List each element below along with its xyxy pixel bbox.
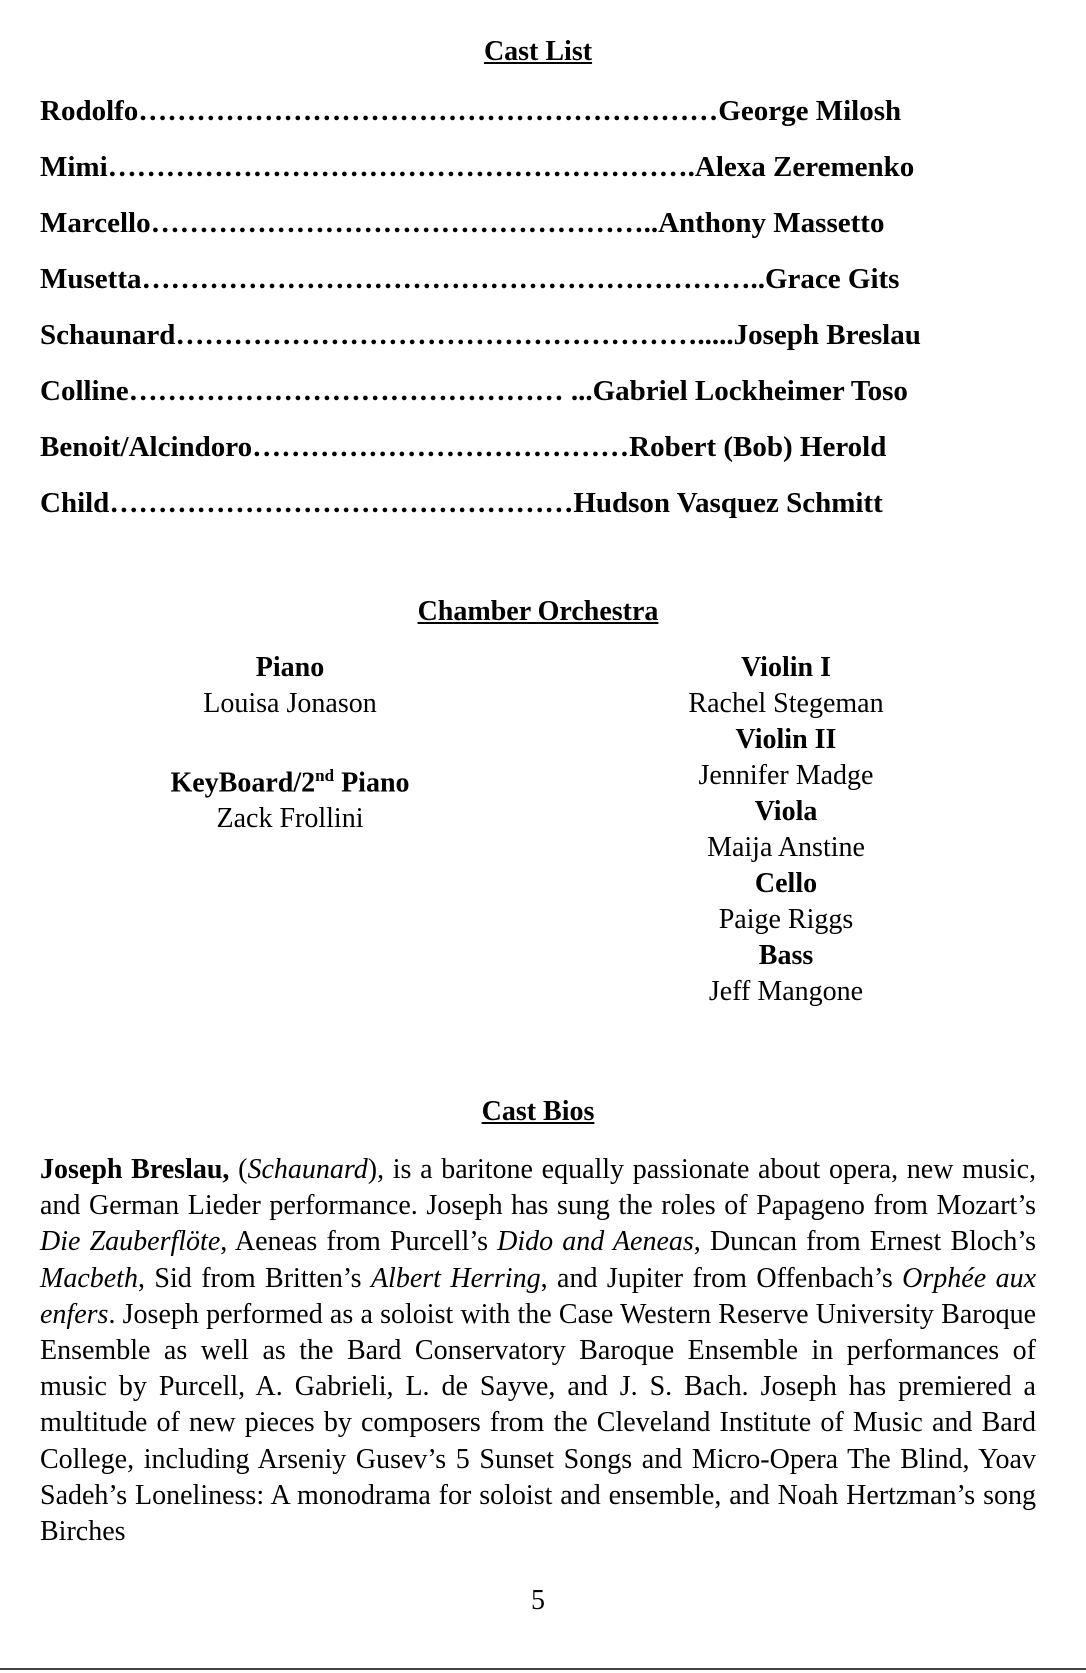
orchestra-heading: Chamber Orchestra — [417, 596, 659, 627]
instrument-label: Piano — [255, 652, 325, 683]
cast-list-heading: Cast List — [483, 36, 593, 67]
cast-bios-heading: Cast Bios — [481, 1096, 595, 1127]
player-name: Zack Frollini — [216, 803, 364, 835]
instrument-label: KeyBoard/2nd Piano — [170, 766, 410, 799]
cast-row-benoit-alcindoro: Benoit/Alcindoro…………………………………Robert (Bob) Herold — [40, 431, 887, 463]
bio-name: Joseph Breslau, — [40, 1154, 230, 1185]
player-name: Jeff Mangone — [708, 976, 864, 1007]
orchestra-left-column — [130, 650, 450, 837]
cast-row-musetta: Musetta………………………………………………………..Grace Gits — [40, 263, 900, 295]
instrument-label: Violin II — [735, 724, 837, 755]
page-number: 5 — [531, 1585, 545, 1616]
cast-row-mimi: Mimi…………………………………………………….Alexa Zeremenko — [40, 151, 915, 183]
cast-row-rodolfo: Rodolfo……………………………………………………George Milosh — [40, 95, 902, 127]
player-name: Jennifer Madge — [698, 760, 874, 791]
orchestra-right-column — [626, 650, 946, 1010]
cast-row-child: Child…………………………………………Hudson Vasquez Schmitt — [40, 487, 883, 519]
cast-row-schaunard: Schaunard……………………………………………….....Joseph Breslau — [40, 319, 921, 351]
bottom-divider — [0, 1668, 1086, 1670]
player-name: Rachel Stegeman — [688, 688, 884, 719]
instrument-label: Viola — [754, 796, 818, 827]
instrument-label: Cello — [754, 868, 818, 899]
bio-paragraph: Joseph Breslau, (Schaunard), is a baritone equally passionate about opera, new music, and German Lieder performance. Joseph has sung the roles of Papageno from Mozart’s Die Zauberflöte, Aeneas from Purcell’s Dido and Aeneas, Duncan from Ernest Bloch’s Macbeth, Sid from Britten’s Albert Herring, and Jupiter from Offenbach’s Orphée aux enfers. Joseph performed as a soloist with the Case Western Reserve University Baroque Ensemble as well as the Bard Conservatory Baroque Ensemble in performances of music by Purcell, A. Gabrieli, L. de Sayve, and J. S. Bach. Joseph has premiered a multitude of new pieces by composers from the Cleveland Institute of Music and Bard College, including Arseniy Gusev’s 5 Sunset Songs and Micro-Opera The Blind, Yoav Sadeh’s Loneliness: A monodrama for soloist and ensemble, and Noah Hertzman’s song Birches — [40, 1154, 1037, 1548]
player-name: Maija Anstine — [707, 832, 865, 863]
bio-role: Schaunard — [247, 1154, 368, 1185]
player-name: Paige Riggs — [718, 904, 854, 935]
instrument-label: Bass — [758, 940, 814, 971]
cast-row-colline: Colline……………………………………… ...Gabriel Lockheimer Toso — [40, 375, 908, 407]
cast-row-marcello: Marcello……………………………………………..Anthony Massetto — [40, 207, 885, 239]
instrument-label: Violin I — [741, 652, 831, 683]
player-name: Louisa Jonason — [203, 688, 377, 719]
